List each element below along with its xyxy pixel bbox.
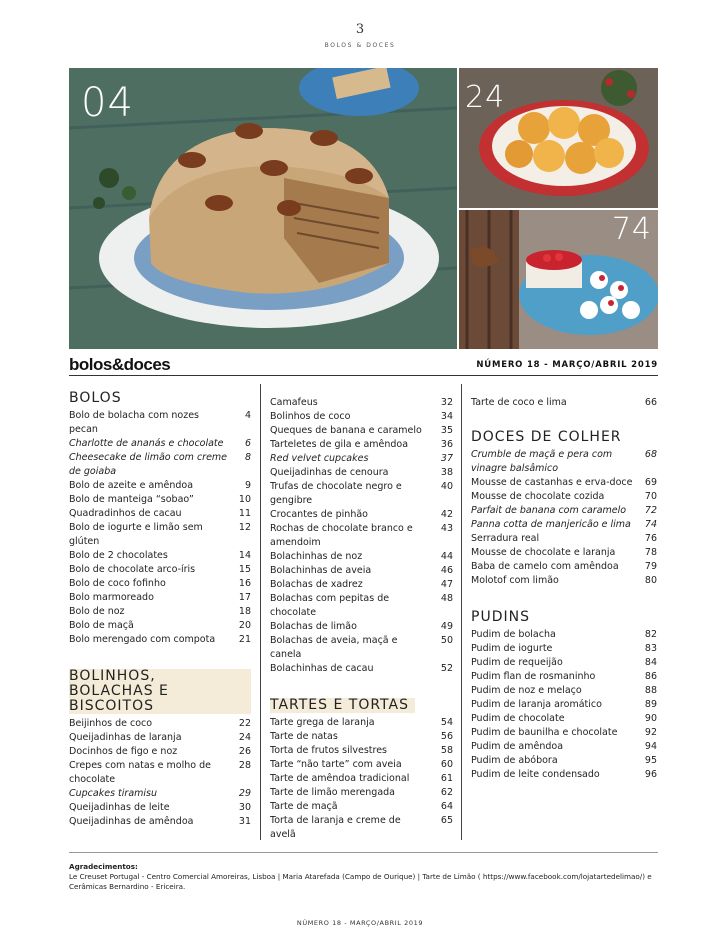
column-divider (260, 384, 261, 840)
toc-entry[interactable]: Pudim de noz e melaço 88 (471, 685, 657, 696)
toc-entry[interactable]: Pudim de amêndoa 94 (471, 741, 657, 752)
toc-entry[interactable]: Bolachinhas de cacau 52 (270, 663, 453, 674)
toc-entry[interactable]: Pudim de iogurte 83 (471, 643, 657, 654)
toc-entry[interactable]: Bolachinhas de noz 44 (270, 551, 453, 562)
toc-entry[interactable]: Rochas de chocolate branco e amendoim 43 (270, 523, 453, 548)
toc-entry[interactable]: Crepes com natas e molho de chocolate 28 (69, 760, 251, 785)
toc-entry[interactable]: Mousse de chocolate e laranja 78 (471, 547, 657, 558)
toc-entry[interactable]: Bolo de azeite e amêndoa 9 (69, 480, 251, 491)
column-spacer (471, 384, 657, 396)
toc-entry[interactable]: Cupcakes tiramisu 29 (69, 788, 251, 799)
toc-column-2 (270, 384, 453, 842)
page-number: 3 (355, 22, 365, 37)
toc-entry[interactable]: Pudim de bolacha 82 (471, 629, 657, 640)
toc-entry[interactable]: Mousse de chocolate cozida 70 (471, 491, 657, 502)
acknowledgements-text: Le Creuset Portugal - Centro Comercial Amoreiras, Lisboa | Maria Atarefada (Campo de Ourique) | Tarte de Limão ( https://www.facebook.com/lojatartedelimao/) e Cerâmicas Bernardino - Ericeira. (69, 872, 652, 891)
acknowledgements (69, 862, 669, 892)
toc-entry[interactable]: Tarte de maçã 64 (270, 801, 453, 812)
toc-entry[interactable]: Tarte de coco e lima 66 (471, 397, 657, 408)
toc-entry[interactable]: Crumble de maçã e pera com vinagre balsâmico 68 (471, 449, 657, 474)
toc-entry[interactable]: Tarte de limão merengada 62 (270, 787, 453, 798)
toc-entry[interactable]: Bolo de manteiga “sobao” 10 (69, 494, 251, 505)
toc-entry[interactable]: Pudim de requeijão 84 (471, 657, 657, 668)
masthead (69, 356, 658, 376)
toc-entry[interactable]: Bolo de 2 chocolates 14 (69, 550, 251, 561)
toc-entry[interactable]: Pudim de abóbora 95 (471, 755, 657, 766)
photo-queijadinhas (459, 68, 658, 208)
toc-entry[interactable]: Tarteletes de gila e amêndoa 36 (270, 439, 453, 450)
toc-entry[interactable]: Bolachas de aveia, maçã e canela 50 (270, 635, 453, 660)
category-heading: BOLOS (69, 390, 122, 406)
toc-entry[interactable]: Bolo marmoreado 17 (69, 592, 251, 603)
toc-entry[interactable]: Bolachinhas de aveia 46 (270, 565, 453, 576)
acknowledgements-title: Agradecimentos: (69, 862, 138, 871)
toc-entry[interactable]: Bolo de chocolate arco-íris 15 (69, 564, 251, 575)
photo-main-number: 04 (81, 80, 134, 126)
photo-tr-number: 24 (465, 80, 506, 115)
photo-br-number: 74 (611, 212, 652, 247)
toc-entry[interactable]: Tarte “não tarte” com aveia 60 (270, 759, 453, 770)
column-divider (461, 384, 462, 840)
toc-entry[interactable]: Cheesecake de limão com creme de goiaba 8 (69, 452, 251, 477)
toc-entry[interactable]: Queijadinhas de laranja 24 (69, 732, 251, 743)
toc-entry[interactable]: Quadradinhos de cacau 11 (69, 508, 251, 519)
toc-entry[interactable]: Bolachas de limão 49 (270, 621, 453, 632)
toc-entry[interactable]: Pudim de chocolate 90 (471, 713, 657, 724)
column-spacer (270, 384, 453, 396)
toc-entry[interactable]: Docinhos de figo e noz 26 (69, 746, 251, 757)
issue-label: NÚMERO 18 - MARÇO/ABRIL 2019 (476, 360, 658, 370)
category-heading: DOCES DE COLHER (471, 429, 622, 445)
toc-entry[interactable]: Charlotte de ananás e chocolate 6 (69, 438, 251, 449)
toc-entry[interactable]: Queijadinhas de leite 30 (69, 802, 251, 813)
toc-entry[interactable]: Torta de frutos silvestres 58 (270, 745, 453, 756)
category-heading: PUDINS (471, 609, 530, 625)
toc-entry[interactable]: Bolinhos de coco 34 (270, 411, 453, 422)
toc-entry[interactable]: Mousse de castanhas e erva-doce 69 (471, 477, 657, 488)
category-heading: TARTES E TORTAS (270, 698, 453, 713)
toc-entry[interactable]: Parfait de banana com caramelo 72 (471, 505, 657, 516)
toc-entry[interactable]: Bolo de coco fofinho 16 (69, 578, 251, 589)
toc-entry[interactable]: Beijinhos de coco 22 (69, 718, 251, 729)
toc-entry[interactable]: Torta de laranja e creme de avelã 65 (270, 815, 453, 840)
toc-column-3 (471, 384, 657, 782)
toc-entry[interactable]: Tarte grega de laranja 54 (270, 717, 453, 728)
category-heading: BOLINHOS, BOLACHAS E BISCOITOS (69, 669, 251, 714)
toc-entry[interactable]: Bolachas de xadrez 47 (270, 579, 453, 590)
toc-entry[interactable]: Molotof com limão 80 (471, 575, 657, 586)
toc-entry[interactable]: Pudim de leite condensado 96 (471, 769, 657, 780)
toc-entry[interactable]: Red velvet cupcakes 37 (270, 453, 453, 464)
photo-biscuit-cake (69, 68, 457, 349)
section-label: BOLOS & DOCES (324, 42, 396, 49)
toc-entry[interactable]: Pudim flan de rosmaninho 86 (471, 671, 657, 682)
magazine-logo: bolos&doces (69, 355, 171, 374)
toc-entry[interactable]: Camafeus 32 (270, 397, 453, 408)
toc-entry[interactable]: Queijadinhas de amêndoa 31 (69, 816, 251, 827)
toc-entry[interactable]: Queijadinhas de cenoura 38 (270, 467, 453, 478)
toc-entry[interactable]: Bolo merengado com compota 21 (69, 634, 251, 645)
toc-entry[interactable]: Baba de camelo com amêndoa 79 (471, 561, 657, 572)
toc-entry[interactable]: Trufas de chocolate negro e gengibre 40 (270, 481, 453, 506)
toc-entry[interactable]: Bolo de maçã 20 (69, 620, 251, 631)
toc-entry[interactable]: Crocantes de pinhão 42 (270, 509, 453, 520)
footer-issue: NÚMERO 18 - MARÇO/ABRIL 2019 (296, 919, 424, 927)
toc-column-1 (69, 384, 251, 829)
toc-entry[interactable]: Pudim de laranja aromático 89 (471, 699, 657, 710)
toc-entry[interactable]: Panna cotta de manjericão e lima 74 (471, 519, 657, 530)
toc-entry[interactable]: Bolo de iogurte e limão sem glúten 12 (69, 522, 251, 547)
toc-entry[interactable]: Pudim de baunilha e chocolate 92 (471, 727, 657, 738)
toc-entry[interactable]: Bolo de bolacha com nozes pecan 4 (69, 410, 251, 435)
acknowledgements-divider (69, 852, 658, 853)
toc-entry[interactable]: Tarte de natas 56 (270, 731, 453, 742)
photo-panna-cotta (459, 210, 658, 349)
toc-entry[interactable]: Bolachas com pepitas de chocolate 48 (270, 593, 453, 618)
toc-entry[interactable]: Queques de banana e caramelo 35 (270, 425, 453, 436)
toc-entry[interactable]: Tarte de amêndoa tradicional 61 (270, 773, 453, 784)
toc-entry[interactable]: Bolo de noz 18 (69, 606, 251, 617)
toc-entry[interactable]: Serradura real 76 (471, 533, 657, 544)
